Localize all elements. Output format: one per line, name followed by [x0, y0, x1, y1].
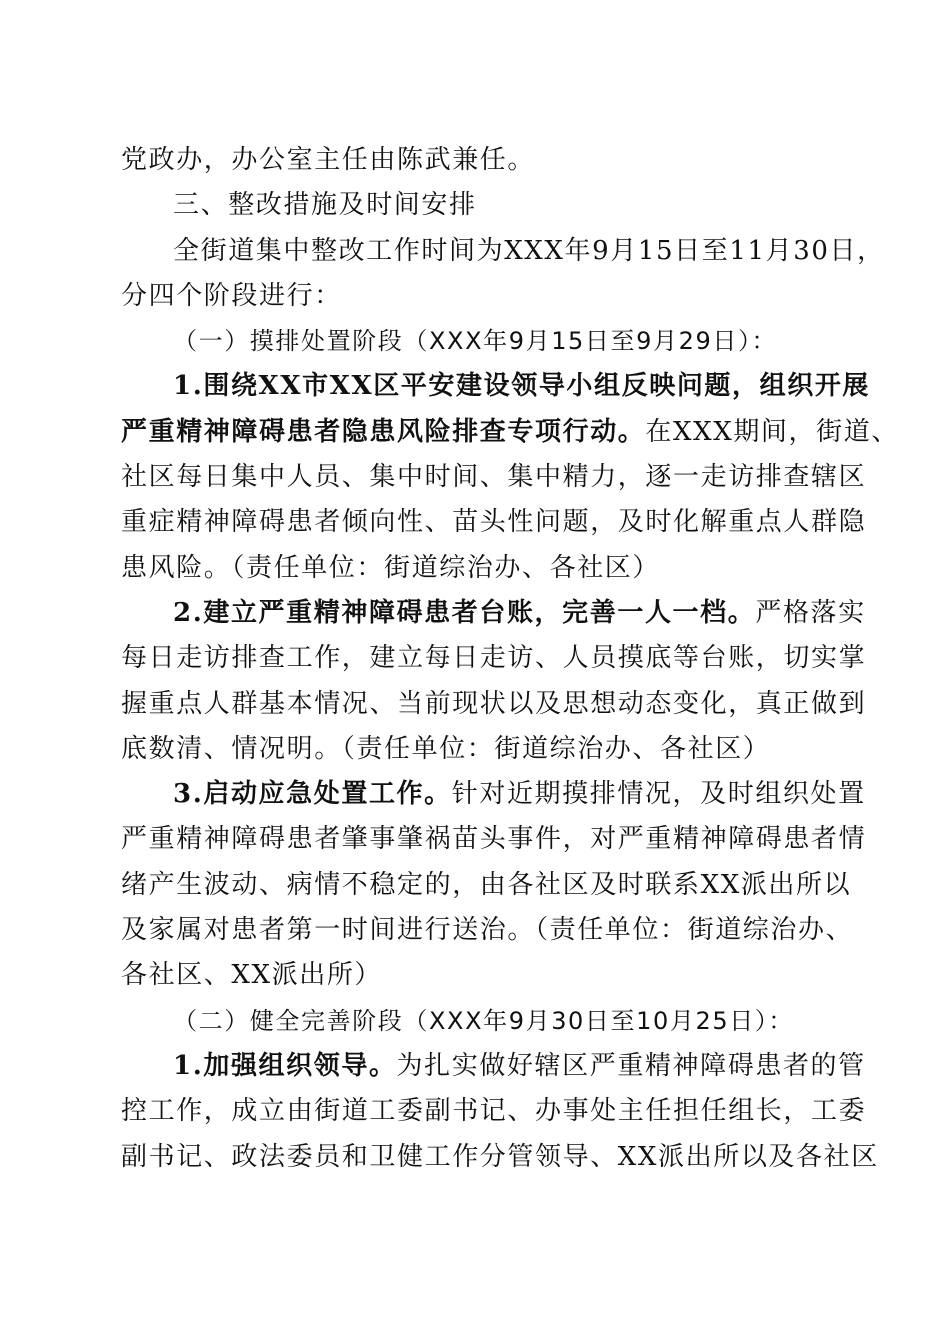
paragraph-text: 为扎实做好辖区严重精神障碍患者的管 [396, 1050, 866, 1081]
paragraph-line: 全街道集中整改工作时间为XXX年9月15日至11月30日， [173, 235, 885, 266]
subsection-heading: （二）健全完善阶段（XXX年9月30日至10月25日）： [173, 1006, 795, 1035]
paragraph-line: 每日走访排查工作，建立每日走访、人员摸底等台账，切实掌 [121, 643, 867, 674]
paragraph-line: 患风险。（责任单位：街道综治办、各社区） [121, 552, 661, 583]
paragraph-line [121, 591, 866, 636]
paragraph-line [121, 410, 899, 455]
item-heading-tail: 严重精神障碍患者隐患风险排查专项行动。 [121, 416, 646, 447]
paragraph-line: 严重精神障碍患者肇事肇祸苗头事件，对严重精神障碍患者情 [121, 824, 867, 855]
subsection-heading: （一）摸排处置阶段（XXX年9月15日至9月29日）： [173, 327, 778, 356]
paragraph-text: 严格落实 [755, 597, 866, 628]
paragraph-line [121, 1044, 866, 1089]
paragraph-line: 社区每日集中人员、集中时间、集中精力，逐一走访排查辖区 [121, 462, 867, 493]
paragraph-line: 底数清、情况明。（责任单位：街道综治办、各社区） [121, 733, 771, 764]
section-heading: 三、整改措施及时间安排 [173, 190, 477, 221]
paragraph-line [121, 772, 866, 817]
paragraph-line: 重症精神障碍患者倾向性、苗头性问题，及时化解重点人群隐 [121, 507, 867, 538]
item-heading: 1.围绕XX市XX区平安建设领导小组反映问题，组织开展 [173, 371, 871, 402]
item-heading: 3.启动应急处置工作。 [173, 779, 452, 810]
paragraph-line: 党政办，办公室主任由陈武兼任。 [121, 145, 536, 175]
paragraph-line: 控工作，成立由街道工委副书记、办事处主任担任组长，工委 [121, 1096, 867, 1127]
document-body [121, 138, 899, 1180]
paragraph-line: 副书记、政法委员和卫健工作分管领导、XX派出所以及各社区 [121, 1141, 879, 1172]
paragraph-line: 绪产生波动、病情不稳定的，由各社区及时联系XX派出所以 [121, 869, 852, 900]
paragraph-line: 握重点人群基本情况、当前现状以及思想动态变化，真正做到 [121, 688, 867, 719]
paragraph-line: 及家属对患者第一时间进行送治。（责任单位：街道综治办、 [121, 915, 854, 946]
paragraph-text: 在XXX期间，街道、 [645, 416, 899, 447]
item-heading: 2.建立严重精神障碍患者台账，完善一人一档。 [173, 597, 756, 628]
paragraph-line: 各社区、XX派出所） [121, 960, 383, 991]
paragraph-line: 分四个阶段进行： [121, 280, 342, 311]
item-heading: 1.加强组织领导。 [173, 1050, 397, 1081]
paragraph-text: 针对近期摸排情况，及时组织处置 [451, 779, 866, 810]
